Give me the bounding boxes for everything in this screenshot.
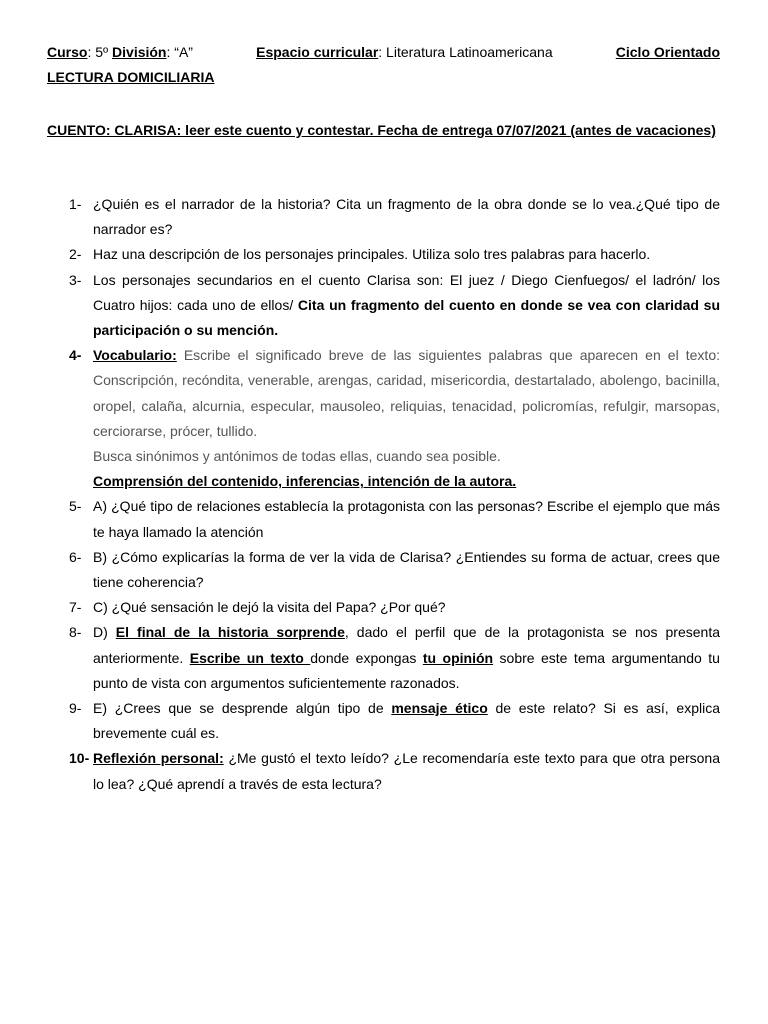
question-text: D) <box>93 624 116 641</box>
question-bold-text: Cita un fragmento del cuento en donde se vea con claridad su participación o su mención. <box>93 296 720 339</box>
question-text: Haz una descripción de los personajes principales. Utiliza solo tres palabras para hacerlo. <box>93 246 651 263</box>
question-number: 9- <box>69 700 82 717</box>
question-number: 5- <box>69 498 82 515</box>
cuento-title: CUENTO: CLARISA: leer este cuento y contestar. Fecha de entrega 07/07/2021 (antes de vacaciones) <box>47 122 716 138</box>
question-text: Los personajes secundarios en el cuento Clarisa son: El juez / Diego Cienfuegos/ el ladrón/ los Cuatro hijos: cada uno de ellos/ <box>93 271 720 313</box>
vocabulario-label: Vocabulario: <box>93 347 177 364</box>
espacio-value: : Literatura Latinoamericana <box>378 44 553 60</box>
question-2 <box>47 242 720 267</box>
lectura-domiciliaria: LECTURA DOMICILIARIA <box>47 69 215 85</box>
comprension-heading: Comprensión del contenido, inferencias, intención de la autora. <box>93 473 517 490</box>
question-7 <box>47 595 720 620</box>
question-number: 10- <box>69 750 90 767</box>
question-3 <box>47 268 720 344</box>
question-text: ¿Quién es el narrador de la historia? Cita un fragmento de la obra donde se lo vea.¿Qué tipo de narrador es? <box>93 196 720 238</box>
espacio-label: Espacio curricular <box>256 44 379 60</box>
question-6 <box>47 545 720 595</box>
escribe-texto: Escribe un texto <box>189 649 311 666</box>
question-number: 1- <box>69 196 82 212</box>
question-number: 6- <box>69 548 82 565</box>
question-text: C) ¿Qué sensación le dejó la visita del Papa? ¿Por qué? <box>93 599 446 616</box>
ciclo-orientado: Ciclo Orientado <box>615 44 720 60</box>
question-text: B) ¿Cómo explicarías la forma de ver la vida de Clarisa? ¿Entiendes su forma de actuar, crees que tiene coherencia? <box>93 548 720 591</box>
question-text: sobre este tema argumentando tu punto de vista con argumentos suficientemente razonados. <box>93 649 720 691</box>
question-text: E) ¿Crees que se desprende algún tipo de <box>93 700 392 717</box>
question-text: , dado el perfil que de la protagonista se nos presenta anteriormente. <box>93 624 721 666</box>
question-list <box>47 192 720 797</box>
mensaje-etico: mensaje ético <box>391 700 488 717</box>
question-4 <box>47 343 720 494</box>
curso-label: Curso <box>47 44 88 60</box>
division-value: : “A” <box>166 44 193 60</box>
question-number: 8- <box>69 624 82 641</box>
curso-value: : 5º <box>87 44 113 60</box>
curso-division <box>47 43 193 61</box>
question-1 <box>47 192 720 242</box>
question-number: 3- <box>69 271 82 288</box>
question-number: 2- <box>69 246 82 263</box>
question-text: donde expongas <box>310 649 423 666</box>
header-line <box>47 43 720 61</box>
question-number: 4- <box>69 347 82 364</box>
question-5 <box>47 494 720 544</box>
tu-opinion: tu opinión <box>422 649 494 666</box>
vocabulario-text: Escribe el significado breve de las siguientes palabras que aparecen en el texto: Conscripción, recóndita, venerable, arengas, caridad, misericordia, destartalado, abolengo, bacinilla, oropel, calaña, alcurnia, especular, mausoleo, reliquias, tenacidad, policromías, refulgir, marsopas, cerciorarse, prócer, tullido. <box>93 347 720 439</box>
espacio-curricular <box>256 43 553 61</box>
question-text: de este relato? Si es así, explica brevemente cuál es. <box>93 700 720 742</box>
question-10 <box>47 746 720 796</box>
question-text: A) ¿Qué tipo de relaciones establecía la protagonista con las personas? Escribe el ejemplo que más te haya llamado la atención <box>93 498 720 540</box>
final-sorprende: El final de la historia sorprende <box>115 624 345 641</box>
question-8 <box>47 620 720 696</box>
division-label: División <box>112 44 167 60</box>
sinonimos-text: Busca sinónimos y antónimos de todas ellas, cuando sea posible. <box>93 448 501 465</box>
question-number: 7- <box>69 599 82 616</box>
question-text: ¿Me gustó el texto leído? ¿Le recomendaría este texto para que otra persona lo lea? ¿Qué aprendí a través de esta lectura? <box>93 750 721 792</box>
reflexion-label: Reflexión personal: <box>93 750 224 767</box>
question-9 <box>47 696 720 746</box>
